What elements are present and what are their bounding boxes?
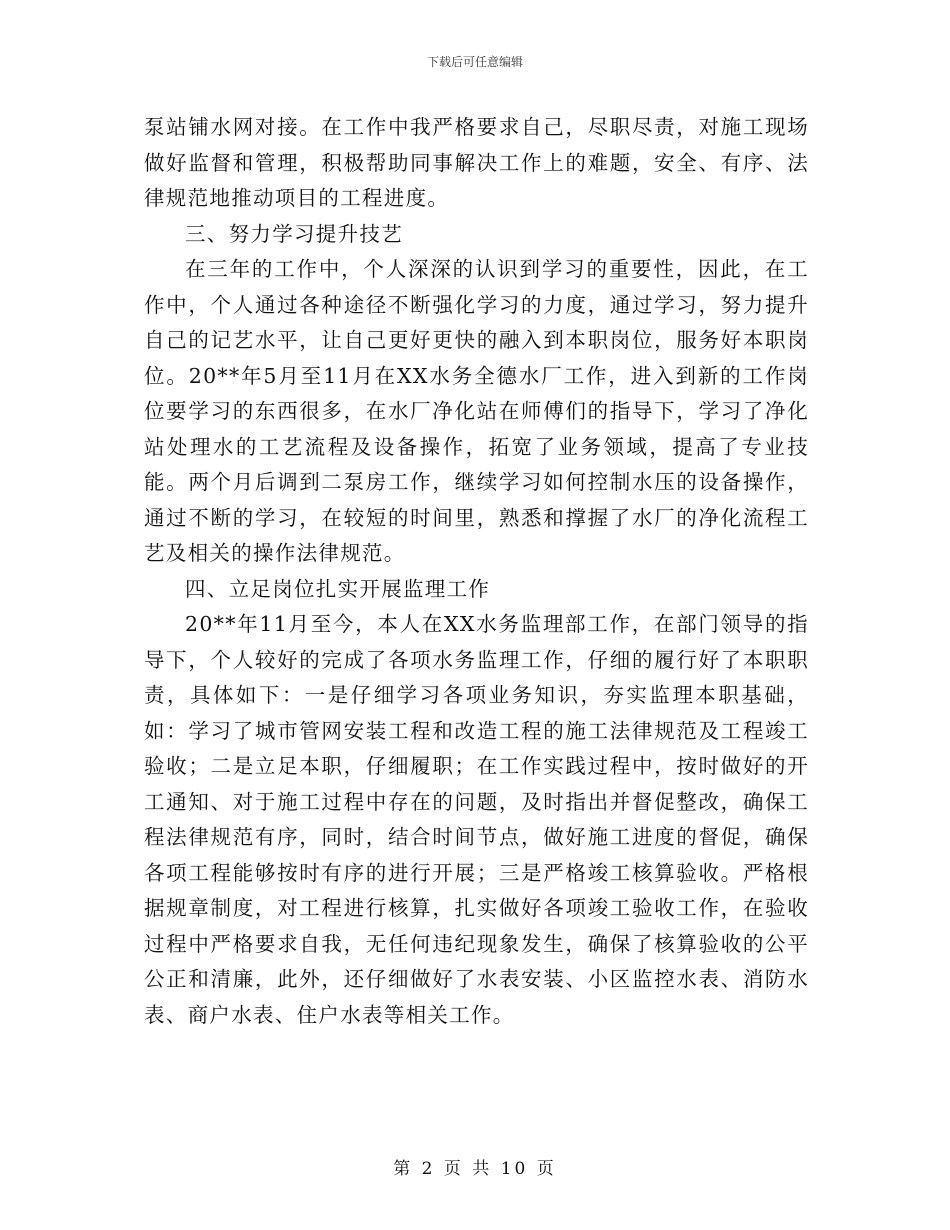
paragraph-learning: 在三年的工作中，个人深深的认识到学习的重要性，因此，在工作中，个人通过各种途径不断强化学习的力度，通过学习，努力提升自己的记艺水平，让自己更好更快的融入到本职岗位，服务好本职岗位。20**年5月至11月在XX水务全德水厂工作，进入到新的工作岗位要学习的东西很多，在水厂净化站在师傅们的指导下，学习了净化站处理水的工艺流程及设备操作，拓宽了业务领域，提高了专业技能。两个月后调到二泵房工作，继续学习如何控制水压的设备操作，通过不断的学习，在较短的时间里，熟悉和撑握了水厂的净化流程工艺及相关的操作法律规范。: [144, 257, 809, 565]
section-heading-3: 三、努力学习提升技艺: [185, 221, 403, 246]
paragraph-continuation: 泵站铺水网对接。在工作中我严格要求自己，尽职尽责，对施工现场做好监督和管理，积极帮助同事解决工作上的难题，安全、有序、法律规范地推动项目的工程进度。: [144, 115, 809, 210]
paragraph-supervision: 20**年11月至今，本人在XX水务监理部工作，在部门领导的指导下，个人较好的完成了各项水务监理工作，仔细的履行好了本职职责，具体如下：一是仔细学习各项业务知识，夯实监理本职基础，如：学习了城市管网安装工程和改造工程的施工法律规范及工程竣工验收；二是立足本职，仔细履职；在工作实践过程中，按时做好的开工通知、对于施工过程中存在的问题，及时指出并督促整改，确保工程法律规范有序，同时，结合时间节点，做好施工进度的督促，确保各项工程能够按时有序的进行开展；三是严格竣工核算验收。严格根据规章制度，对工程进行核算，扎实做好各项竣工验收工作，在验收过程中严格要求自我，无任何违纪现象发生，确保了核算验收的公平公正和清廉，此外，还仔细做好了水表安装、小区监控水表、消防水表、商户水表、住户水表等相关工作。: [144, 612, 809, 1027]
section-heading-4: 四、立足岗位扎实开展监理工作: [185, 576, 491, 601]
page-number-footer: 第 2 页 共 10 页: [393, 1159, 557, 1179]
header-note: 下载后可任意编辑: [426, 55, 523, 69]
document-body: [144, 110, 809, 1033]
